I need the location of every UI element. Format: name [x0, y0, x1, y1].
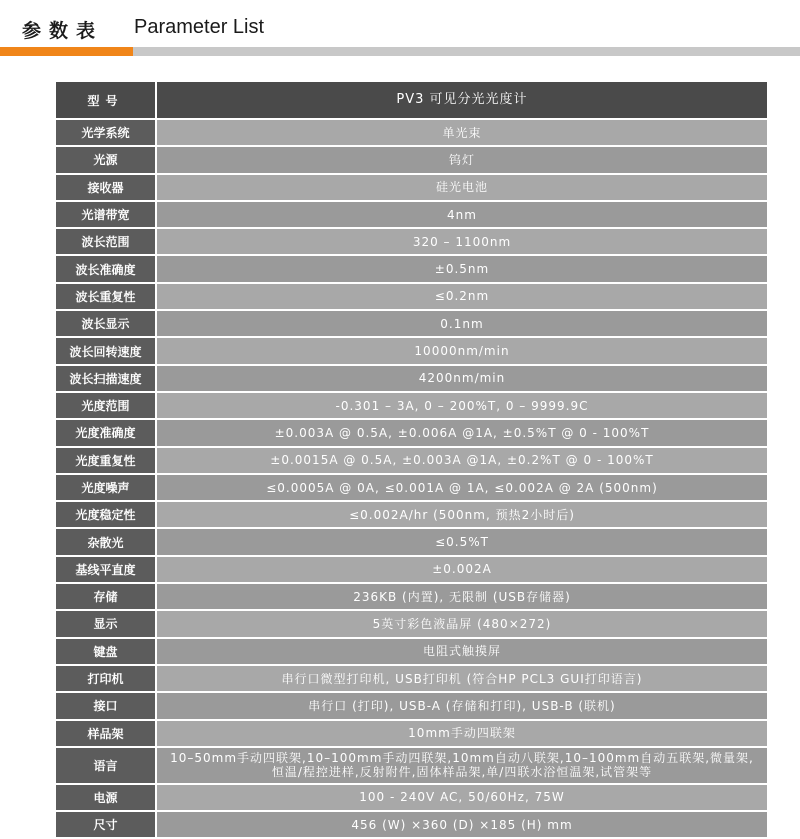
table-row [56, 120, 767, 147]
table-row [56, 256, 767, 283]
row-value: ±0.003A @ 0.5A, ±0.006A @1A, ±0.5%T @ 0 - 100%T [157, 420, 767, 445]
row-label: 光度稳定性 [56, 502, 157, 527]
row-value: 硅光电池 [157, 175, 767, 200]
table-row [56, 202, 767, 229]
table-row [56, 175, 767, 202]
row-label: 型号 [56, 82, 157, 118]
parameter-table [56, 82, 767, 839]
row-value: 100 - 240V AC, 50/60Hz, 75W [157, 785, 767, 810]
table-row [56, 284, 767, 311]
table-row [56, 366, 767, 393]
row-label: 波长范围 [56, 229, 157, 254]
row-value: ≤0.2nm [157, 284, 767, 309]
row-label: 光谱带宽 [56, 202, 157, 227]
table-row [56, 229, 767, 256]
row-label: 波长回转速度 [56, 338, 157, 363]
table-header-row [56, 82, 767, 120]
row-label: 显示 [56, 611, 157, 636]
row-label: 电源 [56, 785, 157, 810]
row-value: 236KB (内置), 无限制 (USB存储器) [157, 584, 767, 609]
row-value: ≤0.0005A @ 0A, ≤0.001A @ 1A, ≤0.002A @ 2A (500nm) [157, 475, 767, 500]
table-row [56, 721, 767, 748]
table-row [56, 448, 767, 475]
row-label: 光度范围 [56, 393, 157, 418]
row-label: 波长显示 [56, 311, 157, 336]
header-accent-bar [0, 47, 133, 56]
row-value: ±0.002A [157, 557, 767, 582]
header-divider-bar [133, 47, 800, 56]
row-value: 单光束 [157, 120, 767, 145]
row-value: ≤0.002A/hr (500nm, 预热2小时后) [157, 502, 767, 527]
row-label: 光度重复性 [56, 448, 157, 473]
row-label: 尺寸 [56, 812, 157, 837]
row-label: 基线平直度 [56, 557, 157, 582]
row-value: 456 (W) ×360 (D) ×185 (H) mm [157, 812, 767, 837]
row-label: 光源 [56, 147, 157, 172]
table-row [56, 611, 767, 638]
row-label: 波长准确度 [56, 256, 157, 281]
row-label: 打印机 [56, 666, 157, 691]
row-value: 4nm [157, 202, 767, 227]
row-label: 光学系统 [56, 120, 157, 145]
page-header [0, 0, 800, 56]
row-label: 存储 [56, 584, 157, 609]
row-value: 10mm手动四联架 [157, 721, 767, 746]
table-row [56, 639, 767, 666]
table-row [56, 748, 767, 785]
row-value: 串行口微型打印机, USB打印机 (符合HP PCL3 GUI打印语言) [157, 666, 767, 691]
table-row [56, 338, 767, 365]
table-row [56, 311, 767, 338]
page-title-cn: 参数表 [22, 20, 104, 42]
row-label: 光度准确度 [56, 420, 157, 445]
row-label: 接收器 [56, 175, 157, 200]
page-title-en: Parameter List [134, 16, 265, 38]
row-label: 键盘 [56, 639, 157, 664]
row-value: 串行口 (打印), USB-A (存储和打印), USB-B (联机) [157, 693, 767, 718]
row-value: 电阻式触摸屏 [157, 639, 767, 664]
row-value: 320 – 1100nm [157, 229, 767, 254]
row-value: 10000nm/min [157, 338, 767, 363]
row-value: -0.301 – 3A, 0 – 200%T, 0 – 9999.9C [157, 393, 767, 418]
table-row [56, 502, 767, 529]
row-value: 0.1nm [157, 311, 767, 336]
table-row [56, 147, 767, 174]
row-label: 波长重复性 [56, 284, 157, 309]
table-row [56, 393, 767, 420]
table-row [56, 557, 767, 584]
row-value: 4200nm/min [157, 366, 767, 391]
row-label: 光度噪声 [56, 475, 157, 500]
row-value: PV3 可见分光光度计 [157, 82, 767, 118]
table-row [56, 785, 767, 812]
table-row [56, 666, 767, 693]
row-value: ±0.5nm [157, 256, 767, 281]
table-row [56, 584, 767, 611]
row-value: 钨灯 [157, 147, 767, 172]
row-value: 5英寸彩色液晶屏 (480×272) [157, 611, 767, 636]
table-row [56, 529, 767, 556]
row-label: 接口 [56, 693, 157, 718]
table-row [56, 420, 767, 447]
row-label: 波长扫描速度 [56, 366, 157, 391]
row-label: 样品架 [56, 721, 157, 746]
table-row [56, 693, 767, 720]
row-label: 杂散光 [56, 529, 157, 554]
row-value: ≤0.5%T [157, 529, 767, 554]
row-value: 10–50mm手动四联架,10–100mm手动四联架,10mm自动八联架,10–100mm自动五联架,微量架,恒温/程控进样,反射附件,固体样品架,单/四联水浴恒温架,试管架等 [157, 748, 767, 783]
row-label: 语言 [56, 748, 157, 783]
table-row [56, 475, 767, 502]
row-value: ±0.0015A @ 0.5A, ±0.003A @1A, ±0.2%T @ 0 - 100%T [157, 448, 767, 473]
